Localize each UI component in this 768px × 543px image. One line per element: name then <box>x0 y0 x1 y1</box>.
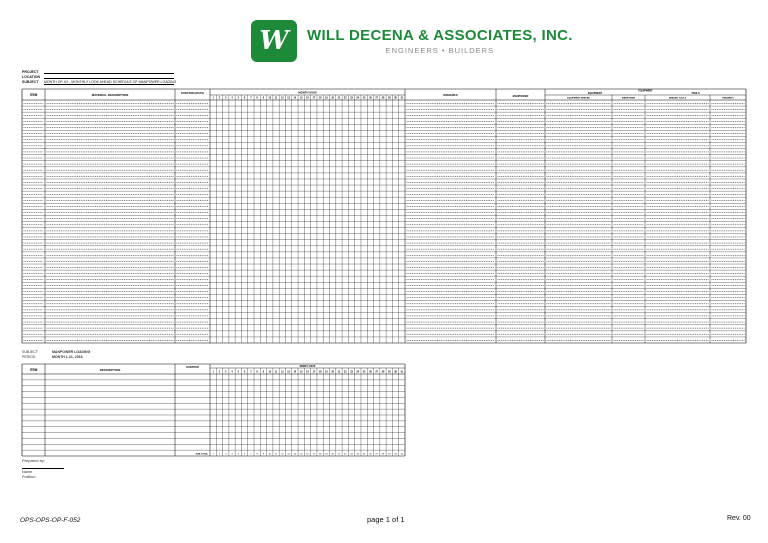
summary-month-header: MONTH XXXX <box>299 365 316 368</box>
summary-total-day-22: 22 <box>344 453 347 456</box>
summary-day-24: 24 <box>356 370 360 374</box>
summary-total-day-15: 15 <box>299 453 303 456</box>
col-equipment-sub-header: EQUIPMENT <box>587 92 603 95</box>
day-number-28: 28 <box>381 96 385 100</box>
summary-total-day-7: 7 <box>250 453 252 456</box>
summary-total-day-3: 3 <box>225 453 227 456</box>
summary-day-14: 14 <box>293 370 297 374</box>
day-number-5: 5 <box>237 96 239 100</box>
summary-total-label: SUB-TOTAL <box>195 453 208 456</box>
day-number-26: 26 <box>369 96 372 100</box>
page-number: page 1 of 1 <box>367 515 405 524</box>
summary-subject-label: SUBJECT <box>22 350 38 354</box>
summary-day-6: 6 <box>243 370 246 374</box>
summary-total-day-20: 20 <box>331 453 334 456</box>
summary-total-day-4: 4 <box>231 453 233 456</box>
revision: Rev. 00 <box>727 515 751 522</box>
col-tools-remarks-header: REMARKS <box>722 97 734 100</box>
company-name: WILL DECENA & ASSOCIATES, INC. <box>307 27 573 44</box>
summary-total-day-17: 17 <box>312 453 316 456</box>
summary-total-day-2: 2 <box>218 453 221 456</box>
day-number-16: 16 <box>306 96 309 100</box>
summary-day-26: 26 <box>369 370 372 374</box>
summary-total-day-16: 16 <box>306 453 309 456</box>
subject-value: MONTH OF XX - MONTHLY LOOK AHEAD SCHEDULE OF MANPOWER LOADING <box>44 80 177 84</box>
summary-total-day-12: 12 <box>281 453 284 456</box>
day-number-24: 24 <box>356 96 360 100</box>
day-number-23: 23 <box>350 96 353 100</box>
day-number-25: 25 <box>362 96 366 100</box>
summary-total-day-9: 9 <box>262 453 265 456</box>
day-number-12: 12 <box>281 96 284 100</box>
summary-total-day-11: 11 <box>274 453 278 456</box>
day-number-8: 8 <box>256 96 258 100</box>
col-tools-header: TOOLS <box>691 92 700 95</box>
summary-day-29: 29 <box>387 370 391 374</box>
summary-total-day-18: 18 <box>318 453 322 456</box>
summary-total-day-26: 26 <box>369 453 372 456</box>
signature-position: Position <box>22 475 36 479</box>
day-number-4: 4 <box>231 96 233 100</box>
day-number-17: 17 <box>312 96 316 100</box>
summary-subject-value: MANPOWER LOADING <box>52 350 91 354</box>
signature-line[interactable] <box>22 468 64 469</box>
summary-total-day-19: 19 <box>325 453 328 456</box>
summary-day-5: 5 <box>237 370 239 374</box>
day-number-2: 2 <box>218 96 221 100</box>
summary-day-10: 10 <box>268 370 272 374</box>
summary-day-22: 22 <box>343 370 347 374</box>
summary-day-23: 23 <box>350 370 353 374</box>
summary-day-9: 9 <box>262 370 265 374</box>
summary-day-15: 15 <box>299 370 303 374</box>
col-needed-tools-header: NEEDED TOOLS <box>668 97 687 100</box>
day-number-7: 7 <box>250 96 252 100</box>
company-tagline: ENGINEERS • BUILDERS <box>385 46 495 55</box>
day-number-11: 11 <box>274 96 278 100</box>
summary-total-day-5: 5 <box>237 453 239 456</box>
summary-day-30: 30 <box>394 370 397 374</box>
summary-total-day-28: 28 <box>381 453 385 456</box>
signature-name: Name <box>22 470 33 474</box>
summary-day-4: 4 <box>231 370 233 374</box>
summary-day-3: 3 <box>225 370 227 374</box>
col-month-header: MONTH XXXX <box>298 90 317 95</box>
day-number-9: 9 <box>262 96 265 100</box>
col-description-header: MATERIAL DESCRIPTION <box>91 93 129 97</box>
day-number-13: 13 <box>287 96 290 100</box>
summary-total-day-1: 1 <box>212 453 214 456</box>
logo-mark: W <box>251 20 297 62</box>
day-number-10: 10 <box>268 96 272 100</box>
subject-label: SUBJECT <box>22 80 39 84</box>
summary-description-header: DESCRIPTION <box>99 368 121 372</box>
summary-total-day-23: 23 <box>350 453 353 456</box>
col-item-header: ITEM <box>29 93 38 97</box>
summary-total-day-29: 29 <box>388 453 391 456</box>
day-number-27: 27 <box>375 96 379 100</box>
day-number-22: 22 <box>343 96 347 100</box>
day-number-31: 31 <box>400 96 404 100</box>
summary-total-day-27: 27 <box>375 453 378 456</box>
summary-total-day-21: 21 <box>337 453 341 456</box>
summary-total-day-13: 13 <box>287 453 290 456</box>
col-duration-header: DURATION (DAYS) <box>181 92 204 95</box>
col-equip-manpower-header: MANPOWER <box>621 97 636 100</box>
summary-day-18: 18 <box>318 370 322 374</box>
summary-total-day-6: 6 <box>243 453 246 456</box>
summary-total-day-30: 30 <box>394 453 397 456</box>
doc-code: OPS-OPS-OP-F-052 <box>20 517 81 524</box>
col-remarks-header: REMARKS <box>443 93 458 97</box>
project-label: PROJECT <box>22 70 39 74</box>
location-label: LOCATION <box>22 75 41 79</box>
day-number-6: 6 <box>243 96 246 100</box>
summary-day-16: 16 <box>306 370 309 374</box>
summary-total-day-14: 14 <box>293 453 297 456</box>
summary-day-12: 12 <box>281 370 284 374</box>
col-manpower-header: MANPOWER <box>512 95 529 98</box>
summary-day-17: 17 <box>312 370 316 374</box>
summary-day-25: 25 <box>362 370 366 374</box>
summary-period-label: PERIOD <box>22 355 36 359</box>
day-number-21: 21 <box>337 96 341 100</box>
summary-day-31: 31 <box>400 370 404 374</box>
day-number-18: 18 <box>318 96 322 100</box>
summary-day-11: 11 <box>274 370 278 374</box>
summary-duration-header: DURATION <box>186 366 199 369</box>
day-number-15: 15 <box>299 96 303 100</box>
col-equipment-needed-header: EQUIPMENT NEEDED <box>567 97 590 100</box>
summary-day-8: 8 <box>256 370 258 374</box>
day-number-3: 3 <box>225 96 227 100</box>
summary-total-day-10: 10 <box>268 453 271 456</box>
summary-day-19: 19 <box>325 370 328 374</box>
summary-day-28: 28 <box>381 370 385 374</box>
day-number-19: 19 <box>325 96 328 100</box>
day-number-20: 20 <box>331 96 334 100</box>
day-number-1: 1 <box>212 96 214 100</box>
summary-total-day-31: 31 <box>400 453 404 456</box>
summary-day-13: 13 <box>287 370 290 374</box>
summary-day-27: 27 <box>375 370 379 374</box>
summary-day-7: 7 <box>250 370 252 374</box>
summary-period-value: MONTH 1-31, 2016 <box>52 355 83 359</box>
summary-total-day-25: 25 <box>362 453 366 456</box>
summary-total-day-8: 8 <box>256 453 258 456</box>
col-equipment-group-header: EQUIPMENT <box>638 89 653 93</box>
summary-item-header: ITEM <box>29 368 38 372</box>
summary-day-20: 20 <box>331 370 334 374</box>
day-number-30: 30 <box>394 96 397 100</box>
prepared-by-label: Prepared by: <box>22 458 45 463</box>
summary-total-day-24: 24 <box>356 453 360 456</box>
day-number-14: 14 <box>293 96 297 100</box>
summary-day-2: 2 <box>218 370 221 374</box>
summary-day-1: 1 <box>212 370 214 374</box>
summary-day-21: 21 <box>337 370 341 374</box>
day-number-29: 29 <box>387 96 391 100</box>
